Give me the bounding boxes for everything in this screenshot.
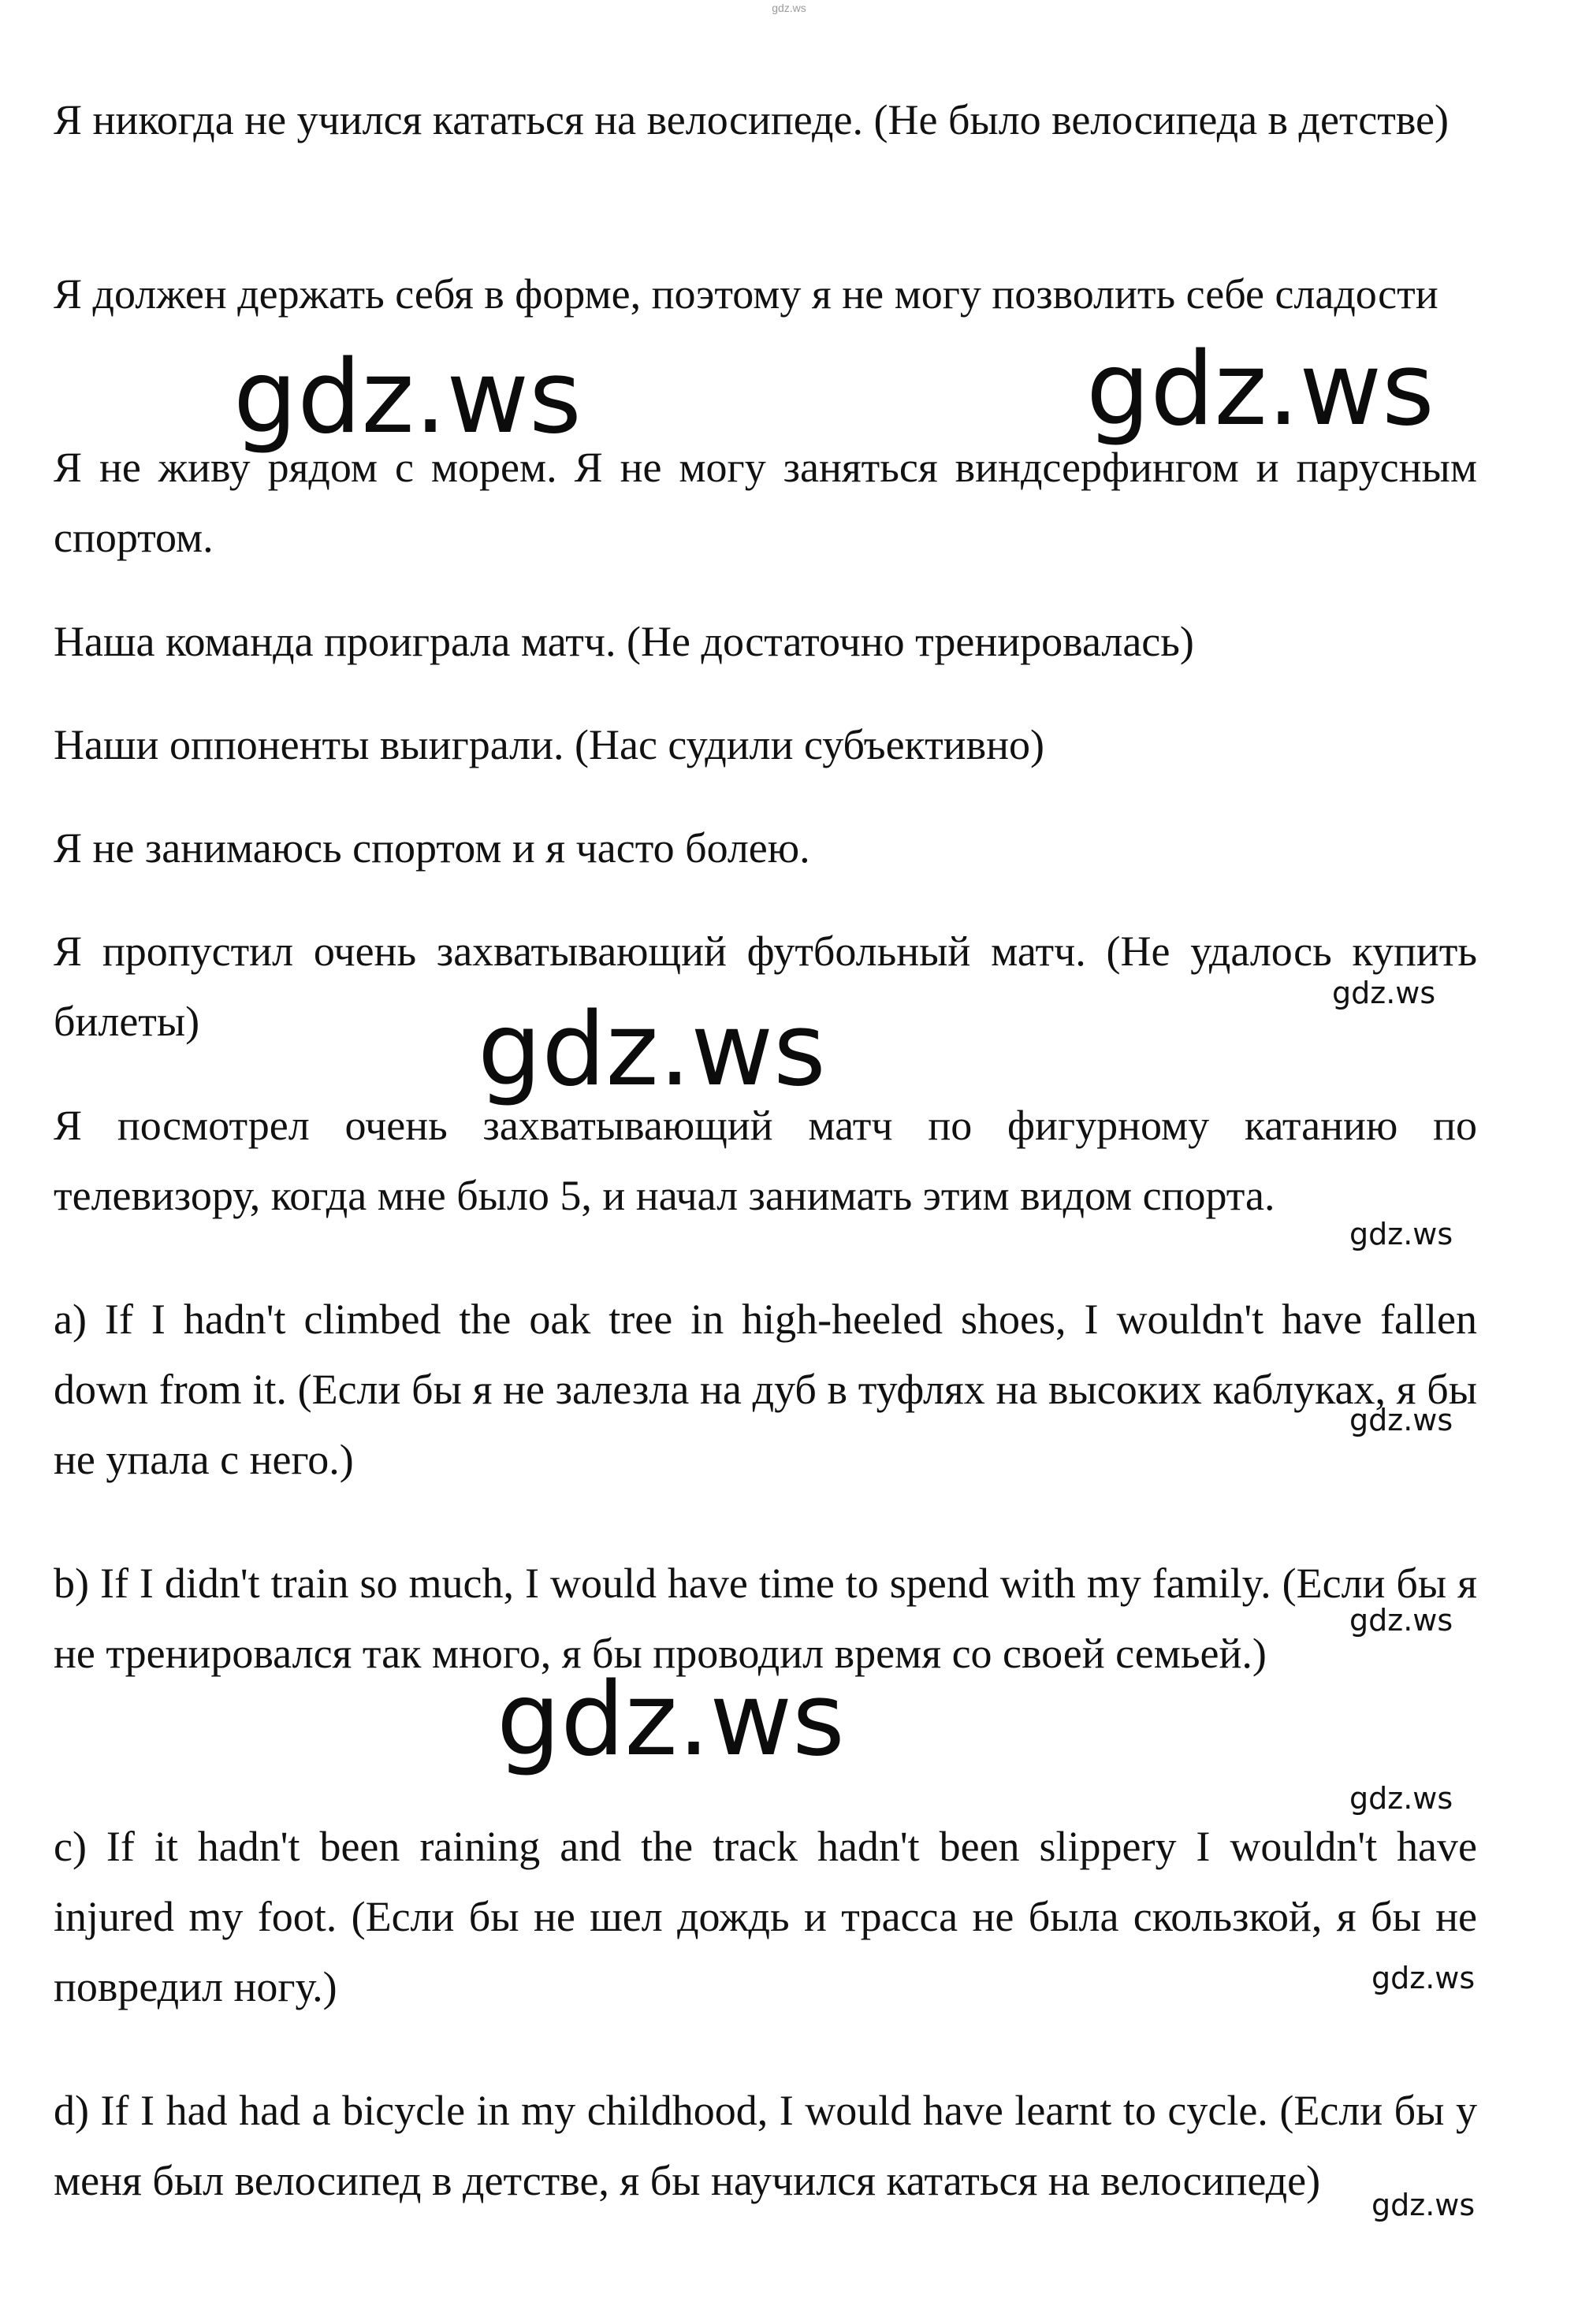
watermark-large: gdz.ws	[233, 339, 582, 456]
watermark-large: gdz.ws	[497, 1661, 845, 1779]
watermark-large: gdz.ws	[1086, 331, 1435, 448]
paragraph-12: d) If I had had a bicycle in my childhood, I would have learnt to cycle. (Если бы у меня был велосипед в детстве, я бы научился кататься на велосипеде)	[54, 2087, 1477, 2204]
watermark-small: gdz.ws	[1371, 2188, 1476, 2222]
paragraph-11: c) If it hadn't been raining and the track hadn't been slippery I wouldn't have injured my foot. (Если бы не шел дождь и трасса не была скользкой, я бы не повредил ногу.)	[54, 1823, 1477, 2010]
watermark-large: gdz.ws	[478, 991, 826, 1109]
watermark-small: gdz.ws	[1349, 1403, 1453, 1437]
paragraph-8: Я посмотрел очень захватывающий матч по фигурному катанию по телевизору, когда мне было 5, и начал занимать этим видом спорта.	[54, 1102, 1477, 1219]
paragraph-3: Я не живу рядом с морем. Я не могу заняться виндсерфингом и парусным спортом.	[54, 444, 1477, 561]
watermark-small: gdz.ws	[1332, 976, 1436, 1010]
paragraph-9: a) If I hadn't climbed the oak tree in high-heeled shoes, I wouldn't have fallen down from it. (Если бы я не залезла на дуб в туфлях на высоких каблуках, я бы не упала с него.)	[54, 1296, 1477, 1483]
watermark-small: gdz.ws	[1371, 1961, 1476, 1995]
paragraph-10: b) If I didn't train so much, I would have time to spend with my family. (Если бы я не тренировался так много, я бы проводил время со своей семьей.)	[54, 1560, 1477, 1677]
paragraph-2: Я должен держать себя в форме, поэтому я не могу позволить себе сладости	[54, 270, 1438, 318]
watermark-small: gdz.ws	[1349, 1781, 1453, 1816]
watermark-small: gdz.ws	[1349, 1217, 1453, 1251]
paragraph-6: Я не занимаюсь спортом и я часто болею.	[54, 824, 810, 872]
paragraph-4: Наша команда проиграла матч. (Не достаточно тренировалась)	[54, 618, 1194, 665]
paragraph-1: Я никогда не учился кататься на велосипеде. (Не было велосипеда в детстве)	[54, 96, 1449, 143]
paragraph-5: Наши оппоненты выиграли. (Нас судили субъективно)	[54, 721, 1044, 768]
paragraph-7: Я пропустил очень захватывающий футбольный матч. (Не удалось купить билеты)	[54, 928, 1477, 1045]
watermark-small: gdz.ws	[1349, 1603, 1453, 1638]
header-site-mark: gdz.ws	[772, 2, 806, 14]
